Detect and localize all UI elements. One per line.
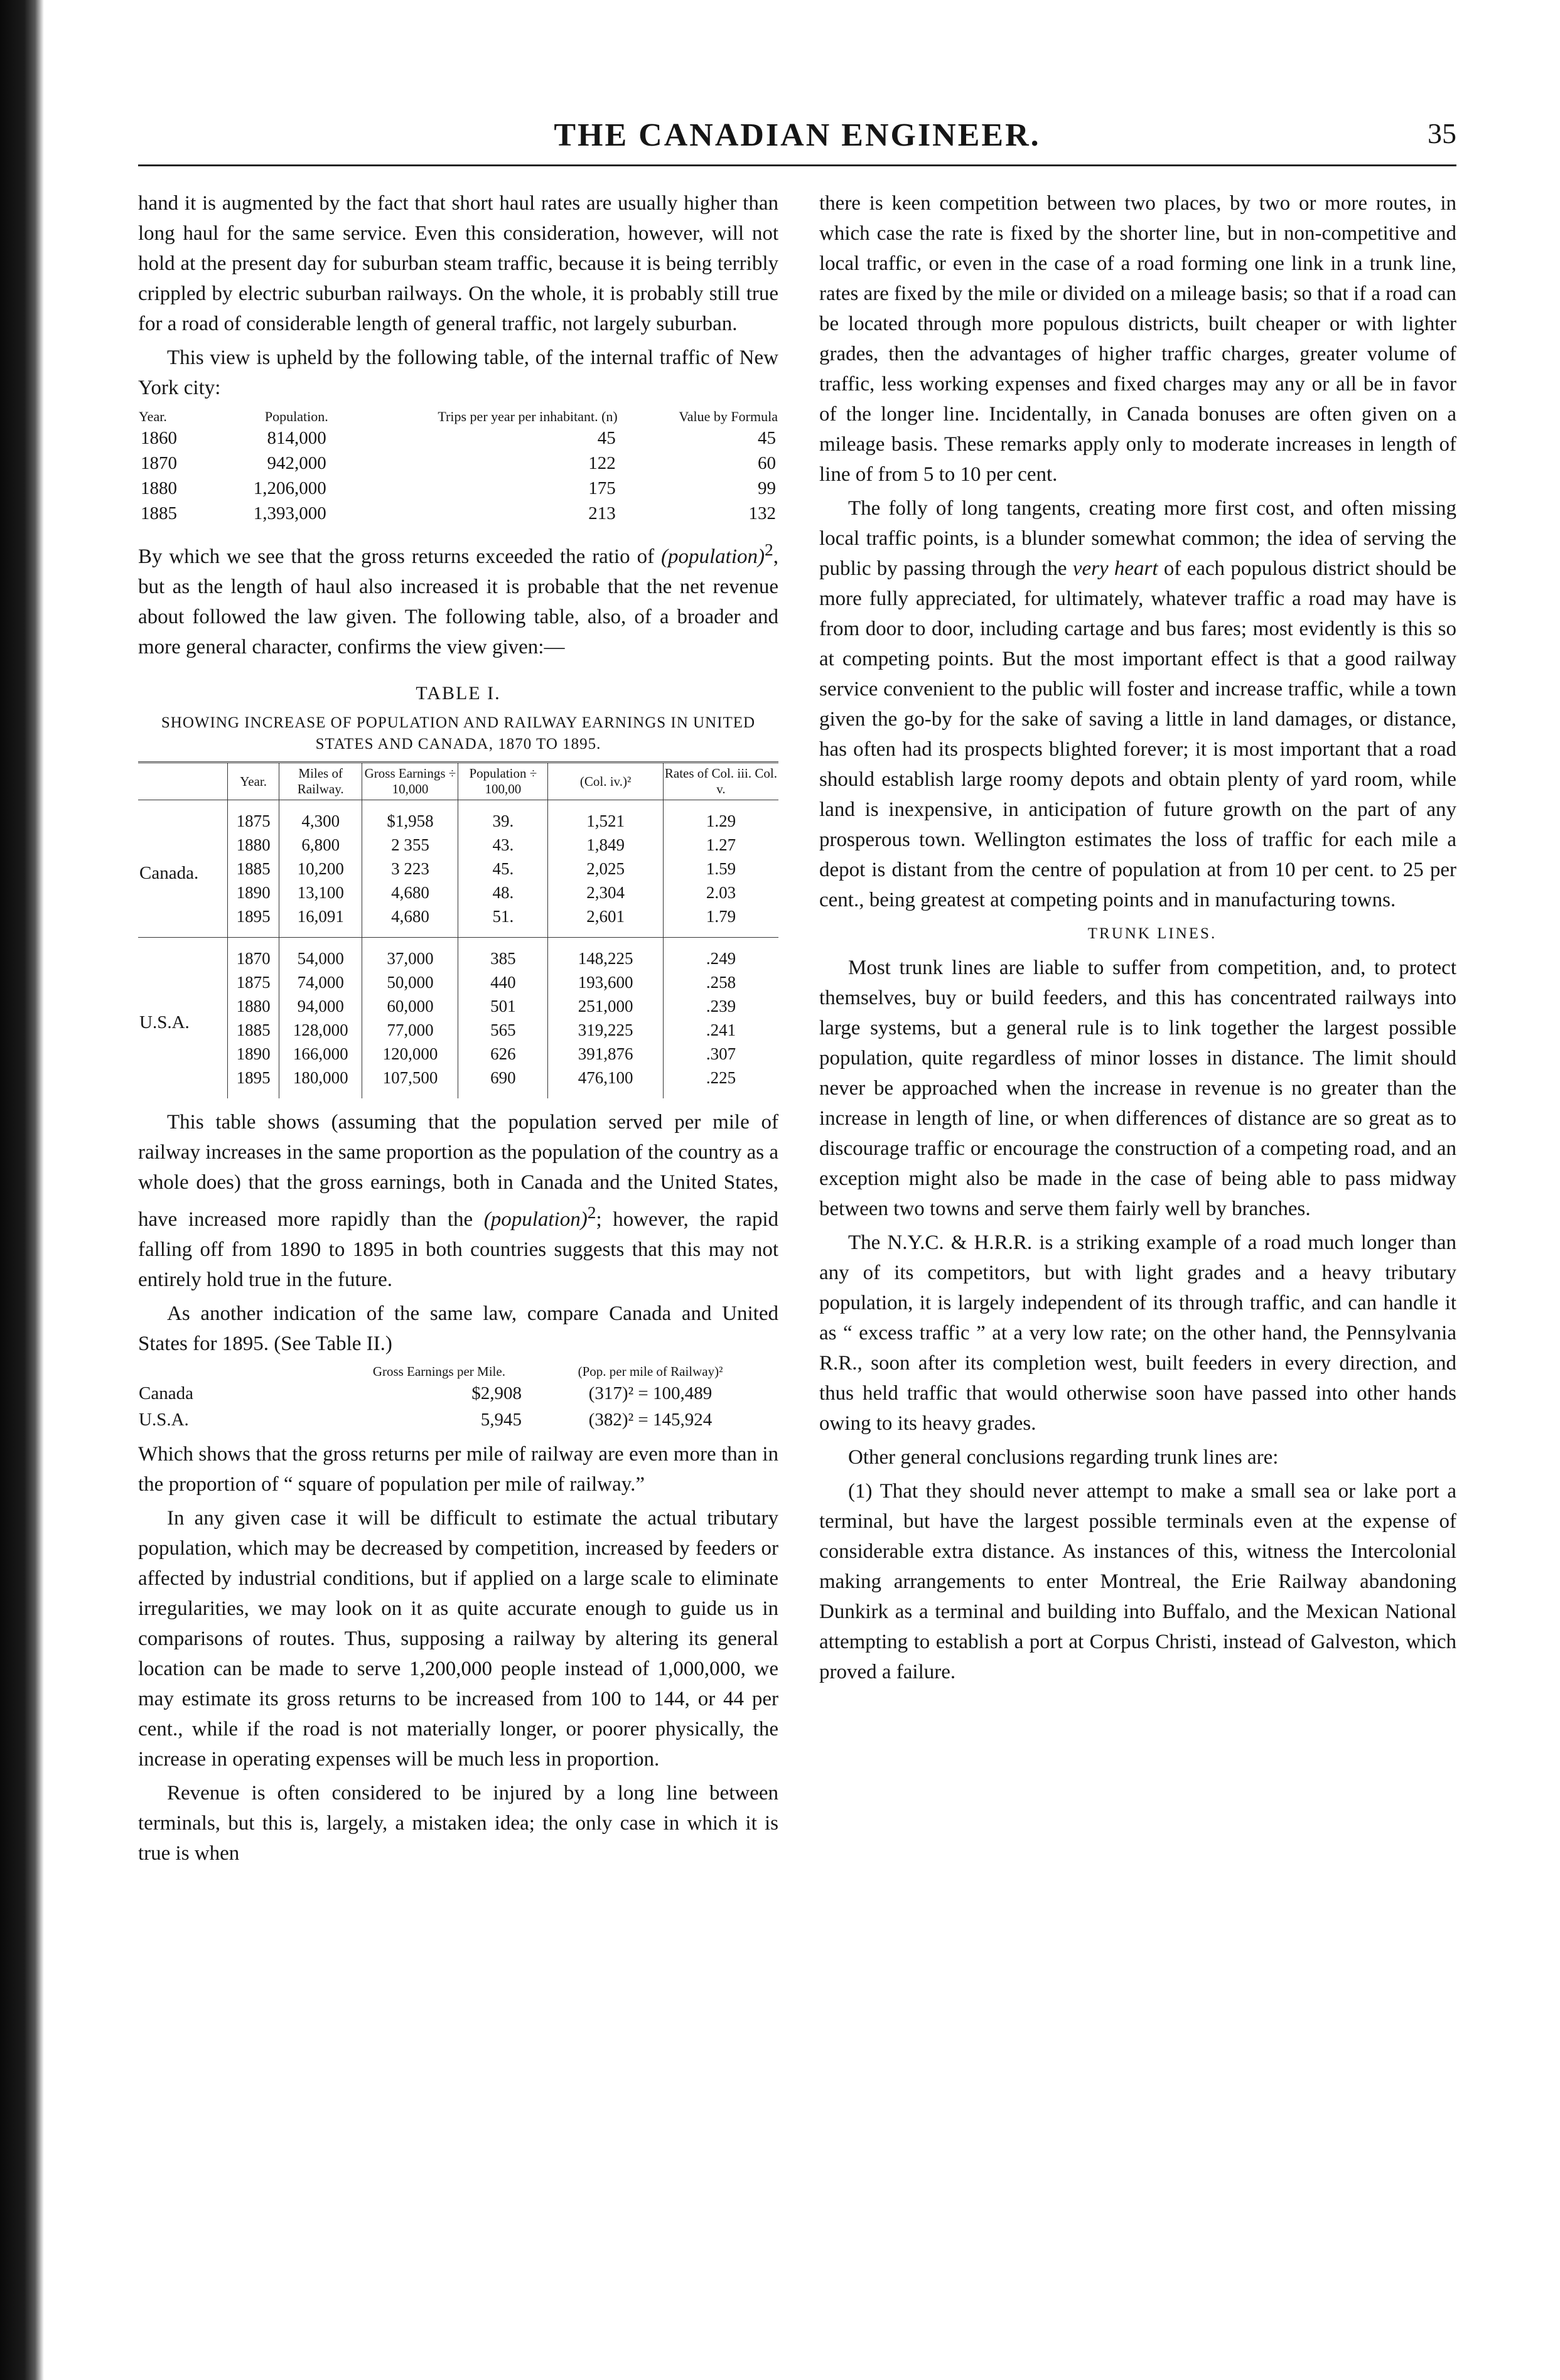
column-header: Year. bbox=[139, 409, 167, 424]
paragraph bbox=[138, 535, 778, 662]
list-item: (1) That they should never attempt to make a small sea or lake port a terminal, but have the largest possible terminals even at the expense of considerable extra distance. As instances of this, witness the Intercolonial making arrangements to enter Montreal, the Erie Railway abandoning Dunkirk as a terminal and building into Buffalo, and the Mexican National attempting to establish a port at Corpus Christi, instead of Galveston, which proved a failure. bbox=[819, 1480, 1456, 1683]
table-cell: 175 bbox=[588, 478, 616, 498]
table-cell: 1875 bbox=[228, 800, 279, 834]
left-column bbox=[138, 188, 778, 2347]
table-row bbox=[138, 1042, 778, 1066]
table-title: TABLE I. bbox=[416, 683, 501, 704]
table-cell: 94,000 bbox=[279, 994, 362, 1018]
table-cell: 1.29 bbox=[663, 800, 778, 834]
table-cell: 2,601 bbox=[548, 904, 664, 938]
text-run: The folly of long tangents, creating more first cost, and often missing local traffic points, is a blunder somewhat common; the idea of serving the public by passing through the bbox=[819, 497, 1456, 580]
table-cell: 50,000 bbox=[362, 970, 458, 994]
table-cell: 1895 bbox=[228, 904, 279, 938]
table-cell: .241 bbox=[663, 1018, 778, 1042]
table-cell: (382)² = 145,924 bbox=[588, 1410, 713, 1430]
paragraph: Which shows that the gross returns per mile of railway are even more than in the proportion of “ square of population per mile of railway.” bbox=[138, 1443, 778, 1496]
table-cell: 122 bbox=[588, 453, 616, 473]
superscript: 2 bbox=[587, 1203, 596, 1222]
column-header: Trips per year per inhabitant. (n) bbox=[438, 409, 618, 424]
new-york-traffic-table bbox=[138, 408, 778, 526]
table-row bbox=[138, 1066, 778, 1098]
table-cell: .258 bbox=[663, 970, 778, 994]
table-row bbox=[138, 1380, 778, 1407]
table-cell: 2,025 bbox=[548, 857, 664, 881]
table-cell: .307 bbox=[663, 1042, 778, 1066]
text-run: of each populous district should be more fully appreciated, for ultimately, whatever traffic a road may have is from door to door, including cartage and bus fares; most evidently is this so at competing points. But the most important effect is that a good railway service convenient to the public will foster and increase traffic, while a town given the go-by for the sake of saving a little in land damages, or distance, has often had its prospects blighted forever; it is most important that a road should establish large roomy depots and obtain plenty of yard room, while land is inexpensive, in anticipation of future growth on the part of any prosperous town. Wellington estimates the loss of traffic for each mile a depot is distant from the centre of population at from 10 per cent. to 25 per cent., being greatest at competing points and in manufacturing towns. bbox=[819, 557, 1456, 911]
table-row bbox=[138, 426, 778, 451]
table-cell: Canada bbox=[139, 1383, 193, 1403]
table-cell: 319,225 bbox=[548, 1018, 664, 1042]
table-cell: 5,945 bbox=[480, 1410, 522, 1430]
table-cell: 1870 bbox=[228, 938, 279, 971]
table-two bbox=[138, 1363, 778, 1433]
table-cell: 48. bbox=[458, 881, 548, 904]
table-row bbox=[138, 501, 778, 526]
table-cell: 43. bbox=[458, 833, 548, 857]
paragraph: In any given case it will be difficult to estimate the actual tributary population, which may be decreased by competition, increased by feeders or affected by industrial conditions, but if applied on a large scale to eliminate irregularities, we may look on it as quite accurate enough to guide us in comparisons of routes. Thus, supposing a railway by altering its general location can be made to serve 1,200,000 people instead of 1,000,000, we may estimate its gross returns to be increased from 100 to 144, or 44 per cent., while if the road is not materially longer, or poorer physically, the increase in operating expenses will be much less in proportion. bbox=[138, 1507, 778, 1771]
table-cell: 51. bbox=[458, 904, 548, 938]
table-row bbox=[138, 881, 778, 904]
text-run: , but as the length of haul also increased it is probable that the net revenue about followed the law given. The following table, also, of a broader and more general character, confirms the view given:— bbox=[138, 545, 778, 658]
emphasis: (population) bbox=[661, 545, 765, 568]
text-run: ; however, the rapid falling off from 1890 to 1895 in both countries suggests that this may not entirely hold true in the future. bbox=[138, 1208, 778, 1291]
table-row bbox=[138, 857, 778, 881]
table-row bbox=[138, 970, 778, 994]
table-cell: 1880 bbox=[228, 833, 279, 857]
column-header: Population. bbox=[264, 409, 328, 424]
table-cell: 391,876 bbox=[548, 1042, 664, 1066]
column-header: (Pop. per mile of Railway)² bbox=[578, 1364, 723, 1379]
table-cell: 107,500 bbox=[362, 1066, 458, 1098]
table-cell: 1880 bbox=[228, 994, 279, 1018]
paragraph: As another indication of the same law, compare Canada and United States for 1895. (See Table II.) bbox=[138, 1302, 778, 1355]
paragraph bbox=[138, 1107, 778, 1295]
table-cell: 690 bbox=[458, 1066, 548, 1098]
text-run: This table shows (assuming that the population served per mile of railway increases in the same proportion as the population of the country as a whole does) that the gross earnings, both in Canada and the United States, have increased more rapidly than the bbox=[138, 1111, 778, 1231]
table-cell: 99 bbox=[758, 478, 776, 498]
table-cell: 148,225 bbox=[548, 938, 664, 971]
column-header bbox=[138, 763, 228, 800]
paragraph bbox=[819, 493, 1456, 915]
table-cell: 132 bbox=[748, 503, 776, 523]
table-cell: 60,000 bbox=[362, 994, 458, 1018]
table-cell: 1875 bbox=[228, 970, 279, 994]
table-cell: 1860 bbox=[141, 428, 177, 448]
scan-shadow-edge bbox=[0, 0, 44, 2380]
table-cell: 1.27 bbox=[663, 833, 778, 857]
emphasis: very heart bbox=[1072, 557, 1158, 580]
table-cell: 1885 bbox=[228, 1018, 279, 1042]
table-cell: 213 bbox=[588, 503, 616, 523]
table-cell: 193,600 bbox=[548, 970, 664, 994]
table-cell: U.S.A. bbox=[139, 1410, 189, 1430]
table-row bbox=[138, 833, 778, 857]
table-row bbox=[138, 938, 778, 971]
table-row bbox=[138, 904, 778, 938]
column-header: Rates of Col. iii. Col. v. bbox=[663, 763, 778, 800]
header-rule bbox=[138, 164, 1456, 166]
running-head bbox=[138, 117, 1456, 161]
table-cell: $2,908 bbox=[471, 1383, 522, 1403]
column-header: Miles of Railway. bbox=[279, 763, 362, 800]
paragraph: Revenue is often considered to be injured by a long line between terminals, but this is, largely, a mistaken idea; the only case in which it is true is when bbox=[138, 1782, 778, 1865]
table-cell: 2,304 bbox=[548, 881, 664, 904]
conclusions-list bbox=[819, 1476, 1456, 1687]
table-cell: 476,100 bbox=[548, 1066, 664, 1098]
table-cell: 4,680 bbox=[362, 904, 458, 938]
table-cell: 1.59 bbox=[663, 857, 778, 881]
table-caption: SHOWING INCREASE OF POPULATION AND RAILWAY EARNINGS IN UNITED STATES AND CANADA, 1870 TO 1895. bbox=[161, 714, 756, 753]
table-cell: 4,680 bbox=[362, 881, 458, 904]
canada-block bbox=[138, 800, 778, 938]
table-cell: 1.79 bbox=[663, 904, 778, 938]
column-header: Gross Earnings per Mile. bbox=[372, 1364, 505, 1379]
table-one bbox=[138, 761, 778, 1098]
table-cell: 1,206,000 bbox=[253, 478, 326, 498]
table-cell: 4,300 bbox=[279, 800, 362, 834]
table-cell: 60 bbox=[758, 453, 776, 473]
table-cell: 565 bbox=[458, 1018, 548, 1042]
table-cell: 1885 bbox=[228, 857, 279, 881]
table-row bbox=[138, 1018, 778, 1042]
paragraph: hand it is augmented by the fact that short haul rates are usually higher than long haul for the same service. Even this consideration, however, will not hold at the present day for suburban steam traffic, because it is being terribly crippled by electric suburban railways. On the whole, it is probably still true for a road of considerable length of general traffic, not largely suburban. bbox=[138, 192, 778, 335]
table-cell: 45 bbox=[597, 428, 616, 448]
table-cell: 37,000 bbox=[362, 938, 458, 971]
table-row bbox=[138, 1407, 778, 1433]
country-label: Canada. bbox=[139, 863, 199, 883]
table-cell: 251,000 bbox=[548, 994, 664, 1018]
superscript: 2 bbox=[765, 540, 773, 559]
table-cell: 440 bbox=[458, 970, 548, 994]
table-cell: 1890 bbox=[228, 1042, 279, 1066]
paragraph: This view is upheld by the following table, of the internal traffic of New York city: bbox=[138, 346, 778, 399]
table-cell: 13,100 bbox=[279, 881, 362, 904]
table-row bbox=[138, 994, 778, 1018]
table-cell: $1,958 bbox=[362, 800, 458, 834]
table-cell: 1870 bbox=[141, 453, 177, 473]
table-cell: 120,000 bbox=[362, 1042, 458, 1066]
table-cell: 1885 bbox=[141, 503, 177, 523]
emphasis: (population) bbox=[483, 1208, 588, 1231]
table-cell: 1880 bbox=[141, 478, 177, 498]
table-cell: 626 bbox=[458, 1042, 548, 1066]
column-header: (Col. iv.)² bbox=[548, 763, 664, 800]
table-cell: 10,200 bbox=[279, 857, 362, 881]
table-cell: .225 bbox=[663, 1066, 778, 1098]
table-cell: 54,000 bbox=[279, 938, 362, 971]
table-cell: 45 bbox=[758, 428, 776, 448]
table-cell: 1,521 bbox=[548, 800, 664, 834]
table-cell: 166,000 bbox=[279, 1042, 362, 1066]
table-cell: 74,000 bbox=[279, 970, 362, 994]
table-cell: 385 bbox=[458, 938, 548, 971]
paragraph: Most trunk lines are liable to suffer from competition, and, to protect themselves, buy or build feeders, and this has concentrated railways into large systems, but a general rule is to link together the largest possible population, quite regardless of minor losses in distance. The limit should never be approached when the increase in revenue is no greater than the increase in length of line, or when differences of distance are so great as to discourage traffic or encourage the construction of a competing road, and an exception might also be made in the case of being able to pass midway between two towns and serve them fairly well by branches. bbox=[819, 957, 1456, 1220]
table-row bbox=[138, 451, 778, 476]
table-cell: 39. bbox=[458, 800, 548, 834]
table-cell: 16,091 bbox=[279, 904, 362, 938]
table-cell: .239 bbox=[663, 994, 778, 1018]
column-header: Year. bbox=[228, 763, 279, 800]
paragraph: The N.Y.C. & H.R.R. is a striking example of a road much longer than any of its competitors, but with light grades and a heavy tributary population, it is largely independent of its through traffic, and can handle it as “ excess traffic ” at a very low rate; on the other hand, the Pennsylvania R.R., soon after its completion west, built feeders in every direction, and thus held traffic that would otherwise soon have passed into other hands owing to its heavy grades. bbox=[819, 1231, 1456, 1435]
usa-block bbox=[138, 938, 778, 1099]
table-cell: 1890 bbox=[228, 881, 279, 904]
table-cell: 1,849 bbox=[548, 833, 664, 857]
table-cell: 45. bbox=[458, 857, 548, 881]
table-cell: 3 223 bbox=[362, 857, 458, 881]
table-row bbox=[138, 800, 778, 834]
paragraph: Other general conclusions regarding trunk lines are: bbox=[848, 1446, 1279, 1469]
section-heading: TRUNK LINES. bbox=[1087, 925, 1217, 942]
paragraph: there is keen competition between two places, by two or more routes, in which case the rate is fixed by the shorter line, but in non-competitive and local traffic, or even in the case of a road forming one link in a trunk line, rates are fixed by the mile or divided on a mileage basis; so that if a road can be located through more populous districts, built cheaper or with lighter grades, then the advantages of higher traffic charges, greater volume of traffic, less working expenses and fixed charges may any or all be in favor of the longer line. Incidentally, in Canada bonuses are often given on a mileage basis. These remarks apply only to moderate increases in length of line of from 5 to 10 per cent. bbox=[819, 192, 1456, 486]
column-header: Population ÷ 100,00 bbox=[458, 763, 548, 800]
column-header: Gross Earnings ÷ 10,000 bbox=[362, 763, 458, 800]
country-label: U.S.A. bbox=[138, 938, 228, 1099]
journal-title: THE CANADIAN ENGINEER. bbox=[554, 117, 1041, 153]
table-row bbox=[138, 476, 778, 501]
right-column bbox=[819, 188, 1456, 2347]
table-cell: 2.03 bbox=[663, 881, 778, 904]
table-cell: 1895 bbox=[228, 1066, 279, 1098]
table-cell: .249 bbox=[663, 938, 778, 971]
table-cell: 180,000 bbox=[279, 1066, 362, 1098]
table-cell: 77,000 bbox=[362, 1018, 458, 1042]
column-header bbox=[138, 1363, 356, 1380]
table-cell: (317)² = 100,489 bbox=[588, 1383, 713, 1403]
table-cell: 942,000 bbox=[267, 453, 326, 473]
column-header: Value by Formula bbox=[679, 409, 778, 424]
page-number: 35 bbox=[1428, 117, 1456, 149]
table-cell: 501 bbox=[458, 994, 548, 1018]
table-cell: 6,800 bbox=[279, 833, 362, 857]
table-cell: 128,000 bbox=[279, 1018, 362, 1042]
text-run: By which we see that the gross returns exceeded the ratio of bbox=[138, 545, 662, 568]
table-cell: 1,393,000 bbox=[253, 503, 326, 523]
table-cell: 814,000 bbox=[267, 428, 326, 448]
table-cell: 2 355 bbox=[362, 833, 458, 857]
